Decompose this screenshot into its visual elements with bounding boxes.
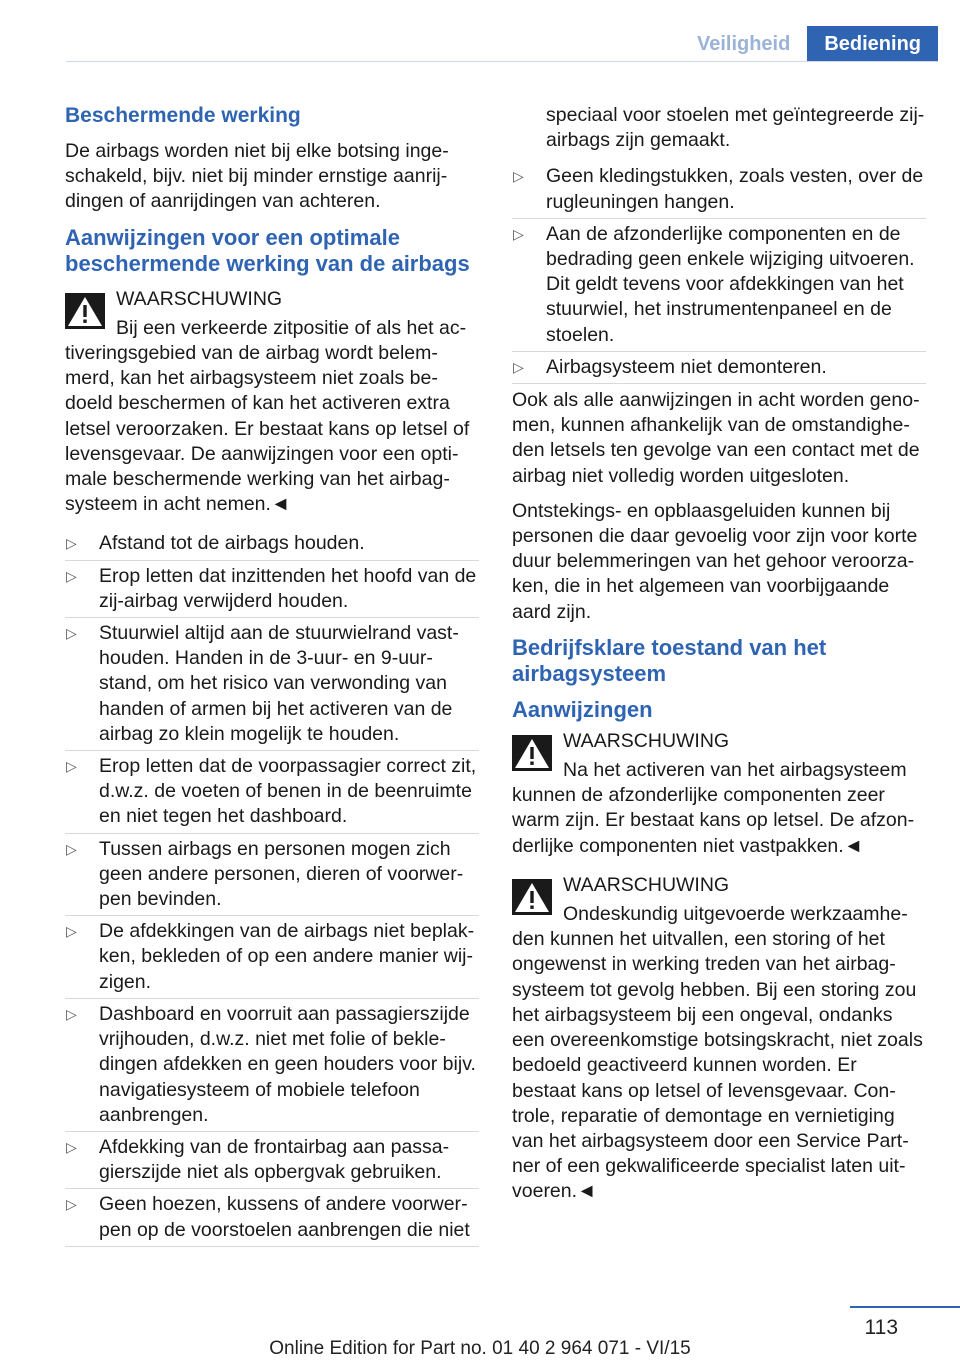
triangle-bullet-icon: ▷ — [66, 758, 77, 775]
warning-triangle-icon — [512, 879, 552, 915]
warning-title: WAARSCHUWING — [116, 287, 283, 310]
triangle-bullet-icon: ▷ — [513, 225, 524, 242]
list-item — [512, 164, 926, 214]
heading-aanwijzingen-optimale-werking: Aanwijzingen voor een optimale beschermende werking van de airbags — [65, 224, 470, 276]
list-item — [512, 355, 926, 380]
paragraph-letsels: Ook als alle aanwijzingen in acht worden genomen, kunnen afhankelijk van de omstandigheden letsels ten gevolge van een contact met de airbag niet volledig worden uitgesloten. — [512, 389, 920, 487]
list-item-continuation: speciaal voor stoelen met geïntegreerde zij-airbags zijn gemaakt. — [546, 104, 925, 152]
heading-bedrijfsklare-toestand: Bedrijfsklare toestand van het airbagsysteem — [512, 634, 827, 686]
page-number: 113 — [864, 1316, 898, 1339]
warning-block — [512, 729, 926, 859]
triangle-bullet-icon: ▷ — [66, 1196, 77, 1213]
list-item-text: Geen hoezen, kussens of andere voorwerpen op de voorstoelen aanbrengen die niet — [99, 1193, 470, 1241]
list-item-text: Afdekking van de frontairbag aan passagierszijde niet als opbergvak gebruiken. — [99, 1135, 450, 1184]
heading-aanwijzingen: Aanwijzingen — [512, 696, 653, 722]
list-item — [65, 564, 479, 614]
warning-title: WAARSCHUWING — [563, 873, 730, 896]
triangle-bullet-icon: ▷ — [66, 840, 77, 857]
triangle-bullet-icon: ▷ — [513, 168, 524, 185]
warning-block — [512, 873, 926, 1205]
triangle-bullet-icon: ▷ — [66, 535, 77, 552]
header-divider — [66, 61, 938, 62]
right-column — [512, 103, 926, 1219]
triangle-bullet-icon: ▷ — [66, 923, 77, 940]
triangle-bullet-icon: ▷ — [66, 625, 77, 642]
list-item — [65, 1135, 479, 1185]
list-item — [512, 222, 926, 348]
bullet-list — [512, 164, 926, 380]
list-item-text: De afdekkingen van de airbags niet beplakken, bekleden of op een andere manier wijzigen. — [99, 920, 475, 993]
list-item — [65, 1192, 479, 1242]
tab-bediening[interactable]: Bediening — [807, 26, 938, 62]
bullet-list — [65, 531, 479, 1242]
warning-title: WAARSCHUWING — [563, 729, 730, 752]
warning-text: Ondeskundig uitgevoerde werkzaamheden kunnen het uitvallen, een storing of het ongewenst in werking treden van het airbagsysteem tot gevolg hebben. Bij een storing zou het airbagsysteem bij een ongeval, ondanks een overeenkomstige botsingskracht, niet zoals bedoeld geactiveerd kunnen worden. Er bestaat kans op letsel of levensgevaar. Controle, reparatie of demontage en vernietiging van het airbagsysteem door een Service Partner of een gekwalificeerde specialist laten uitvoeren.◄ — [512, 903, 923, 1203]
list-item — [65, 621, 479, 747]
paragraph-beschermende-werking: De airbags worden niet bij elke botsing ingeschakeld, bijv. niet bij minder ernstige aanrijdingen of aanrijdingen van achteren. — [65, 140, 449, 213]
list-item-text: Aan de afzonderlijke componenten en de bedrading geen enkele wijziging uitvoeren. Dit geldt tevens voor afdekkingen van het stuurwiel, het instrumentenpaneel en de stoelen. — [546, 222, 915, 346]
triangle-bullet-icon: ▷ — [66, 1005, 77, 1022]
warning-triangle-icon — [512, 735, 552, 771]
warning-text: Na het activeren van het airbagsysteem kunnen de afzonderlijke componenten zeer warm zijn. Er bestaat kans op letsel. De afzonderlijke componenten niet vastpakken.◄ — [512, 759, 915, 857]
list-item-text: Erop letten dat inzittenden het hoofd van de zij-airbag verwijderd houden. — [99, 564, 477, 612]
footer-accent-line — [850, 1306, 960, 1308]
list-item — [65, 754, 479, 830]
list-item-text: Erop letten dat de voorpassagier correct zit, d.w.z. de voeten of benen in de beenruimte en niet tegen het dashboard. — [99, 755, 477, 828]
list-item-text: Airbagsysteem niet demonteren. — [546, 355, 827, 378]
triangle-bullet-icon: ▷ — [66, 567, 77, 584]
warning-block — [65, 287, 479, 518]
tab-veiligheid[interactable]: Veiligheid — [696, 33, 791, 55]
list-item-text: Stuurwiel altijd aan de stuurwielrand vasthouden. Handen in de 3-uur- en 9-uur-stand, om het risico van verwonding van handen of armen bij het activeren van de airbag zo klein mogelijk te houden. — [99, 622, 459, 745]
paragraph-geluiden: Ontstekings- en opblaasgeluiden kunnen bij personen die daar gevoelig voor zijn voor korte duur belemmeringen van het gehoor veroorzaken, die in het algemeen van voorbijgaande aard zijn. — [512, 499, 918, 623]
list-item-text: Geen kledingstukken, zoals vesten, over de rugleuningen hangen. — [546, 165, 924, 213]
edition-footer: Online Edition for Part no. 01 40 2 964 071 - VI/15 — [269, 1338, 691, 1359]
list-item — [65, 919, 479, 995]
warning-triangle-icon — [65, 293, 105, 329]
list-item-text: Afstand tot de airbags houden. — [99, 532, 365, 555]
left-column — [65, 103, 479, 1251]
triangle-bullet-icon: ▷ — [66, 1138, 77, 1155]
list-item-text: Dashboard en voorruit aan passagierszijde vrijhouden, d.w.z. niet met folie of bekledingen afdekken en geen houders voor bijv. navigatiesysteem of mobiele telefoon aanbrengen. — [99, 1002, 476, 1126]
heading-beschermende-werking: Beschermende werking — [65, 104, 301, 127]
list-item — [65, 531, 479, 556]
triangle-bullet-icon: ▷ — [513, 358, 524, 375]
warning-text: Bij een verkeerde zitpositie of als het activeringsgebied van de airbag wordt belemmerd, kan het airbagsysteem niet zoals bedoeld beschermen of kan het activeren extra letsel veroorzaken. Er bestaat kans op letsel of levensgevaar. De aanwijzingen voor een optimale beschermende werking van het airbagsysteem in acht nemen.◄ — [65, 316, 470, 516]
list-item — [65, 837, 479, 913]
section-tabs — [680, 26, 938, 62]
list-item — [65, 1002, 479, 1128]
list-item-text: Tussen airbags en personen mogen zich geen andere personen, dieren of voorwerpen bevinden. — [99, 837, 464, 911]
